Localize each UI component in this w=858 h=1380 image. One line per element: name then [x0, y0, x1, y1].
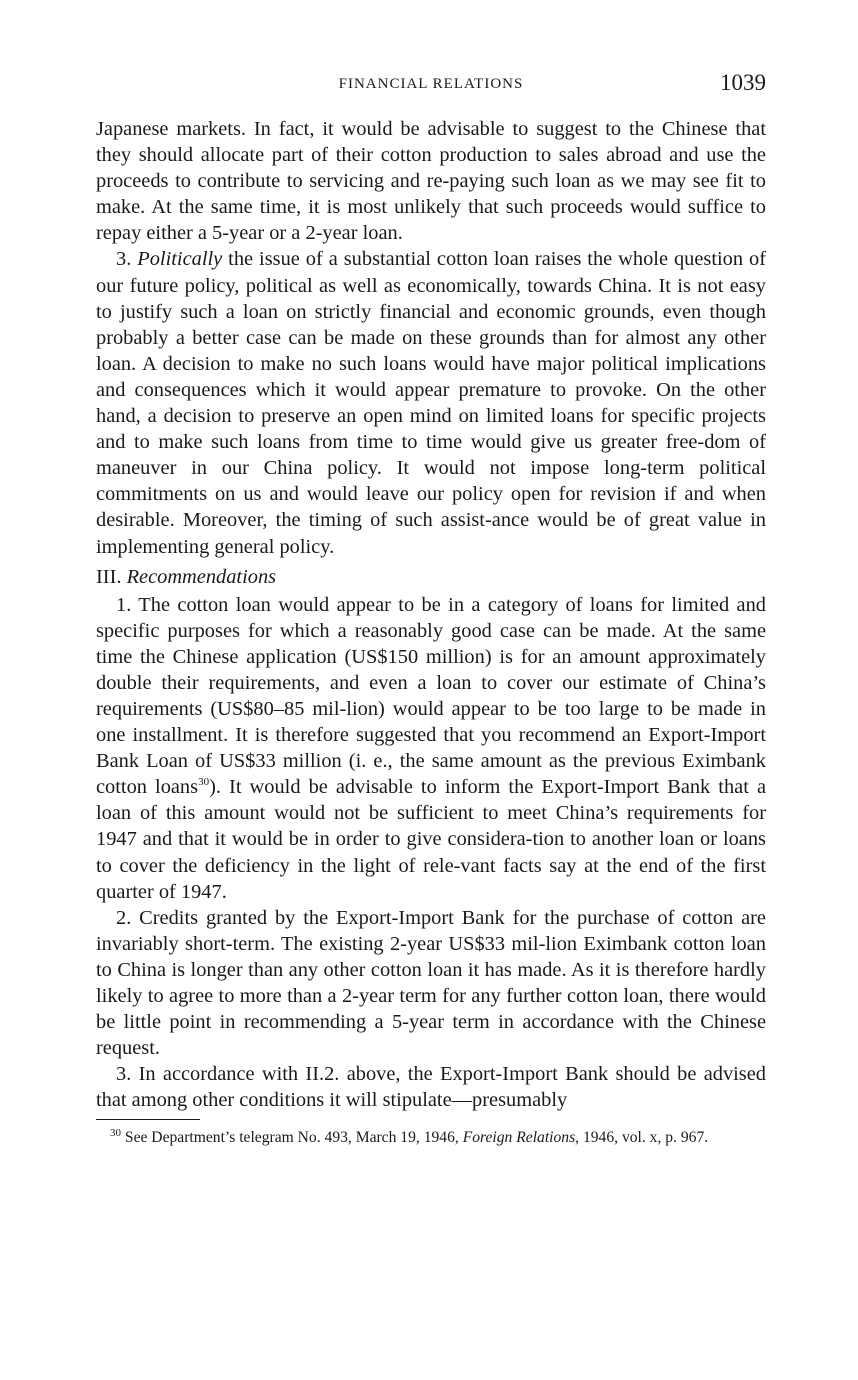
paragraph-recommendation-3: 3. In accordance with II.2. above, the Export-Import Bank should be advised that among other conditions it will stipulate—presumably: [96, 1063, 766, 1112]
paragraph-recommendation-2: 2. Credits granted by the Export-Import Bank for the purchase of cotton are invariably short-term. The existing 2-year US$33 mil-lion Eximbank cotton loan to China is longer than any other cotton loan it has made. As it is therefore hardly likely to agree to more than a 2-year term for any further cotton loan, there would be little point in recommending a 5-year term in accordance with the Chinese request.: [96, 906, 766, 1060]
footnote-text: See Department’s telegram No. 493, March 19, 1946,: [121, 1129, 463, 1147]
footnote-publication-title: Foreign Relations: [462, 1129, 576, 1147]
section-title: Recommendations: [126, 565, 277, 588]
running-head: FINANCIAL RELATIONS: [338, 76, 524, 92]
section-heading: [96, 564, 766, 590]
paragraph-text: the issue of a substantial cotton loan raises the whole question of our future policy, political as well as economically, towards China. It is not easy to justify such a loan on strictly financial and economic grounds, even though probably a better case can be made on these grounds than for almost any other loan. A decision to make no such loans would have major political implications and consequences which it would appear premature to provoke. On the other hand, a decision to preserve an open mind on limited loans for specific projects and to make such loans from time to time would give us greater free-dom of maneuver in our China policy. It would not impose long-term political commitments on us and would leave our policy open for revision if and when desirable. Moreover, the timing of such assist-ance would be of great value in implementing general policy.: [96, 248, 767, 558]
footnote-reference: 30: [198, 776, 210, 789]
footnote-text: , 1946, vol. x, p. 967.: [575, 1129, 709, 1147]
paragraph-politically: [96, 246, 766, 559]
page-header: [96, 70, 766, 104]
footnote-marker: 30: [110, 1127, 121, 1140]
paragraph-recommendation-1: [96, 592, 766, 905]
paragraph-number: 3.: [116, 248, 138, 271]
footnote-divider: [96, 1119, 200, 1120]
paragraph-continued: Japanese markets. In fact, it would be advisable to suggest to the Chinese that they should allocate part of their cotton production to sales abroad and use the proceeds to contribute to servicing and re-paying such loan as we may see fit to make. At the same time, it is most unlikely that such proceeds would suffice to repay either a 5-year or a 2-year loan.: [96, 118, 766, 245]
section-number: III.: [96, 565, 122, 588]
paragraph-text: ). It would be advisable to inform the Export-Import Bank that a loan of this amount would not be sufficient to meet China’s requirements for 1947 and that it would be in order to give considera-tion to another loan or loans to cover the deficiency in the light of rele-vant facts say at the end of the first quarter of 1947.: [96, 776, 766, 903]
page-number: 1039: [720, 70, 766, 95]
emphasis-politically: Politically: [137, 248, 223, 271]
body-text: [96, 116, 766, 1113]
footnote: [96, 1128, 766, 1147]
paragraph-text: 1. The cotton loan would appear to be in a category of loans for limited and specific purposes for which a reasonably good case can be made. At the same time the Chinese application (US$150 million) is for an amount approximately double their requirements, and even a loan to cover our estimate of China’s requirements (US$80–85 mil-lion) would appear to be too large to be made in one installment. It is therefore suggested that you recommend an Export-Import Bank Loan of US$33 million (i. e., the same amount as the previous Eximbank cotton loans: [96, 593, 766, 799]
document-page: [96, 70, 766, 1147]
